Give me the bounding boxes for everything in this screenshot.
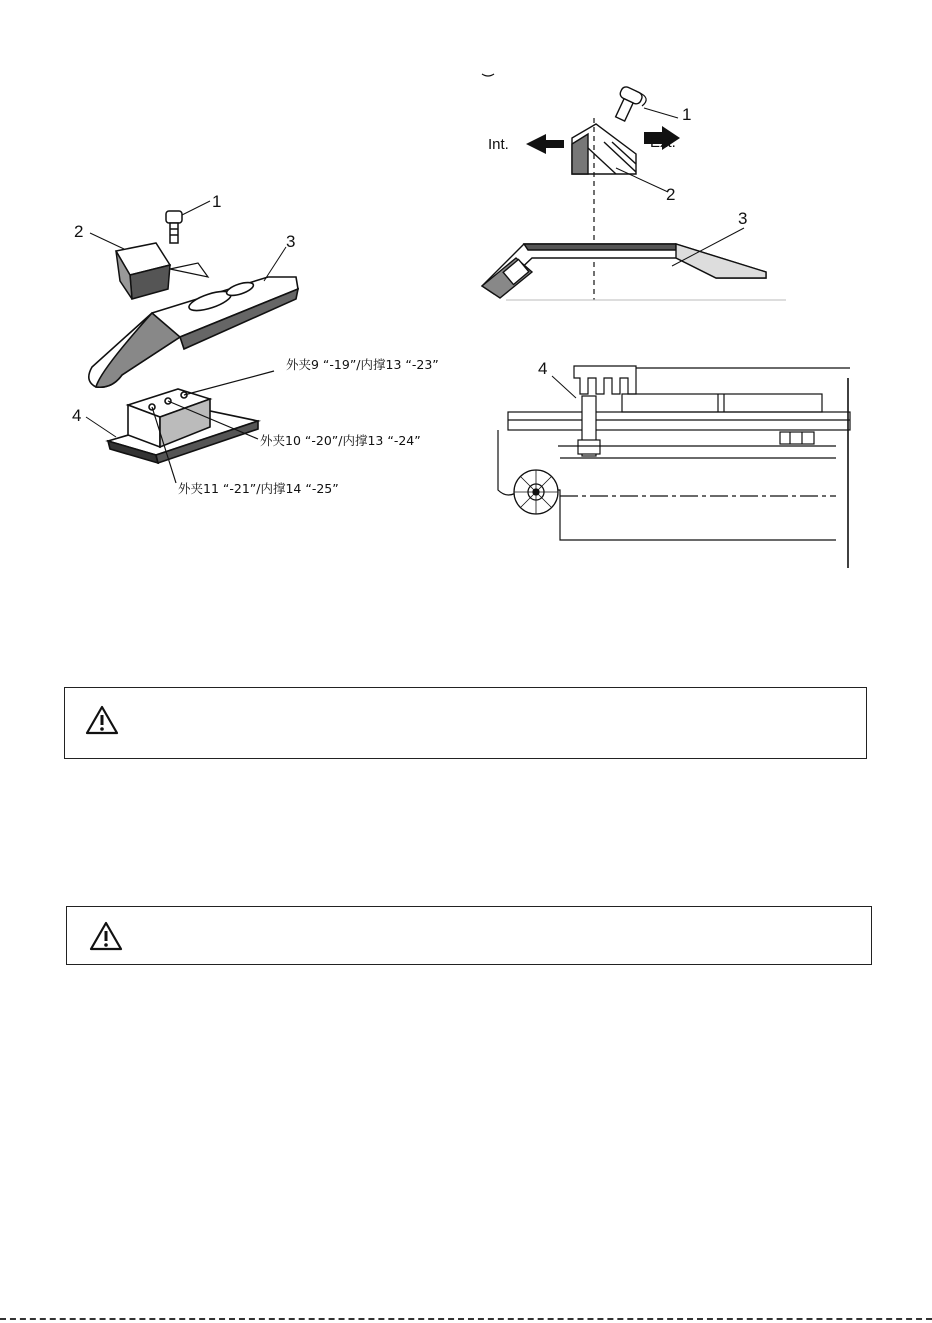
hole-label-2: 外夹10 “-20”/内撑13 “-24” <box>260 433 421 448</box>
arrow-left-icon <box>526 134 564 154</box>
figure-jaw-exploded <box>60 185 480 505</box>
block-part <box>116 243 170 299</box>
hole-label-3: 外夹11 “-21”/内撑14 “-25” <box>178 481 339 496</box>
warning-triangle-icon <box>85 704 119 736</box>
section-callout-1: 1 <box>682 105 692 124</box>
jaw-section-drawing <box>476 68 806 308</box>
jaw-part <box>89 277 298 387</box>
section-jaw <box>482 244 766 298</box>
pinion-gear <box>514 470 558 514</box>
callout-1: 1 <box>212 192 222 211</box>
warning-box-1 <box>64 687 867 759</box>
assembly-callout-4: 4 <box>538 359 548 378</box>
page-bottom-rule <box>0 1318 932 1320</box>
warning-triangle-icon <box>89 920 123 952</box>
section-callout-2: 2 <box>666 185 676 204</box>
callout-3: 3 <box>286 232 296 251</box>
section-block <box>572 124 636 174</box>
callout-4: 4 <box>72 406 82 425</box>
figure-jaw-section <box>476 68 806 308</box>
callout-2: 2 <box>74 222 84 241</box>
hole-label-1: 外夹9 “-19”/内撑13 “-23” <box>286 357 439 372</box>
direction-int-label: Int. <box>488 136 509 153</box>
figure-chuck-assembly <box>490 350 860 572</box>
jaw-exploded-drawing <box>60 185 480 505</box>
base-part <box>108 389 258 463</box>
warning-box-2 <box>66 906 872 965</box>
chuck-assembly-drawing <box>490 350 860 572</box>
section-callout-3: 3 <box>738 209 748 228</box>
direction-ext-label: Ext. <box>650 134 676 151</box>
screw-part <box>166 211 182 243</box>
section-screw <box>610 85 643 123</box>
